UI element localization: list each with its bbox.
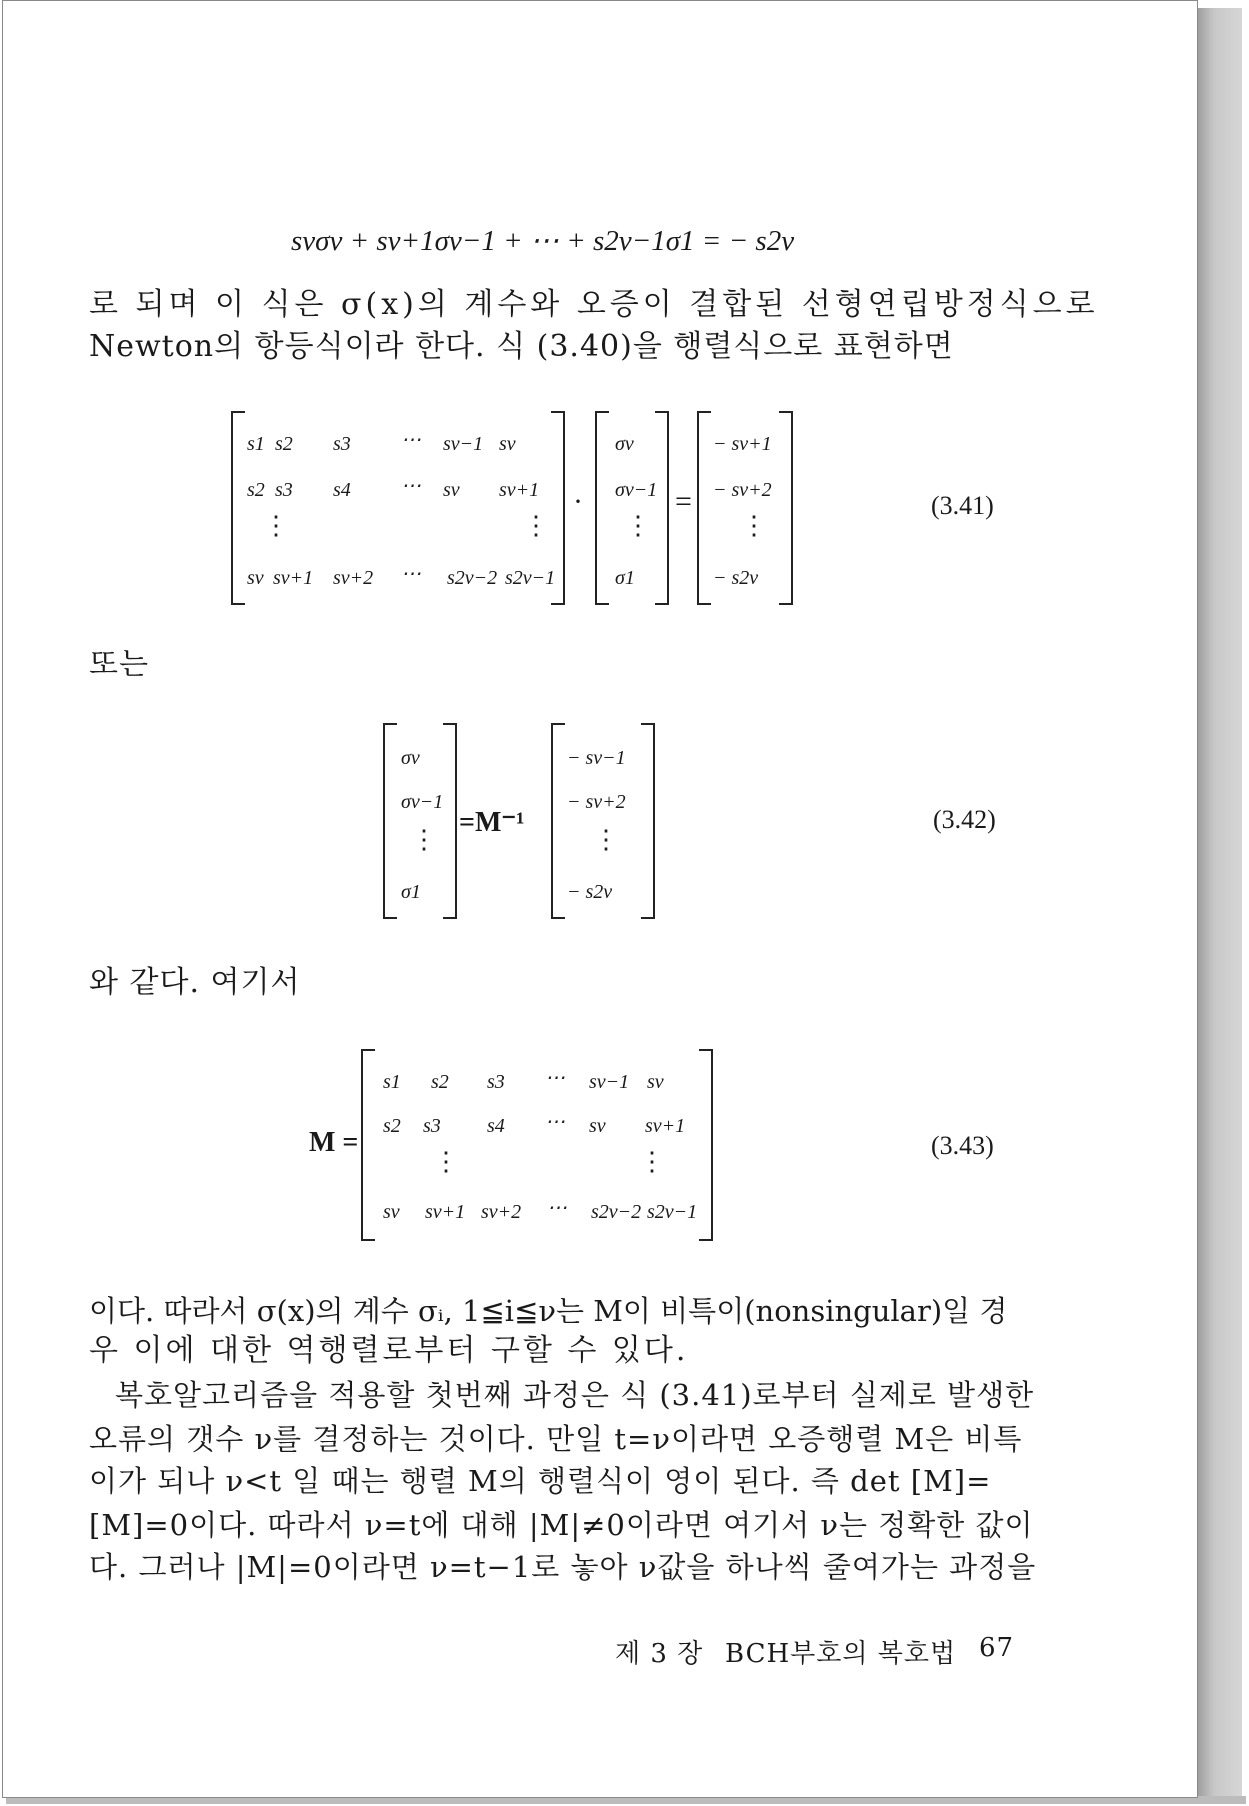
m341-r2c5: sν: [443, 479, 460, 501]
equation-340: sνσν + sν+1σν−1 + ⋯ + s2ν−1σ1 = − s2ν: [291, 225, 795, 257]
m343-r1c3: s3: [487, 1071, 505, 1093]
rhs-v2: − sν+2: [713, 479, 772, 501]
rhs-v3: ⋮: [741, 511, 767, 540]
m343-r3c6: ⋮: [639, 1147, 665, 1176]
rhs342-v3: ⋮: [593, 825, 619, 854]
equation-number-343: (3.43): [931, 1131, 994, 1160]
equation-number-341: (3.41): [931, 491, 994, 520]
paragraph-3-line-4: [M]=0이다. 따라서 ν=t에 대해 |M|≠0이라면 여기서 ν는 정확한 값이: [89, 1508, 1034, 1542]
rhs342-v2: − sν+2: [567, 791, 626, 813]
m343-r2c2: s3: [423, 1115, 441, 1137]
m341-r4c1: sν: [247, 567, 264, 589]
m341-r4c2: sν+1: [273, 567, 314, 589]
m343-r1c6: sν: [647, 1071, 664, 1093]
sigma-v1: σν: [615, 433, 634, 455]
m341-r4c4: ⋯: [401, 563, 421, 585]
equation-number-342: (3.42): [933, 805, 996, 834]
m341-r1c3: s3: [333, 433, 351, 455]
syndrome-matrix: [231, 411, 565, 605]
m343-r3c1: ⋮: [433, 1147, 459, 1176]
paragraph-3-line-1: 복호알고리즘을 적용할 첫번째 과정은 식 (3.41)로부터 실제로 발생한: [115, 1378, 1035, 1412]
m343-r4c4: ⋯: [547, 1197, 567, 1219]
m343-r2c5: sν: [589, 1115, 606, 1137]
paragraph-2-line-1: 이다. 따라서 σ(x)의 계수 σᵢ, 1≦i≦ν는 M이 비특이(nonsingular)일 경: [89, 1294, 1008, 1328]
m343-r1c1: s1: [383, 1071, 401, 1093]
m343-r4c2: sν+1: [425, 1201, 466, 1223]
sigma-v2: σν−1: [615, 479, 658, 501]
m341-r1c4: ⋯: [401, 429, 421, 451]
m341-r4c3: sν+2: [333, 567, 374, 589]
paragraph-3-line-2: 오류의 갯수 ν를 결정하는 것이다. 만일 t=ν이라면 오증행렬 M은 비특: [89, 1422, 1023, 1456]
sigma-vector-342: [383, 723, 457, 919]
m341-r1c1: s1: [247, 433, 265, 455]
rhs-v4: − s2ν: [713, 567, 759, 589]
m343-r4c1: sν: [383, 1201, 400, 1223]
as-follows-text: 와 같다. 여기서: [89, 965, 301, 1000]
m341-r4c5: s2ν−2: [447, 567, 498, 589]
rhs-vector-342: [551, 723, 655, 919]
m343-r1c2: s2: [431, 1071, 449, 1093]
m341-r4c6: s2ν−1: [505, 567, 556, 589]
m-equals: M =: [309, 1127, 359, 1158]
footer-page-number: 67: [979, 1633, 1015, 1663]
paragraph-3-line-5: 다. 그러나 |M|=0이라면 ν=t−1로 놓아 ν값을 하나씩 줄여가는 과정을: [89, 1550, 1037, 1584]
m341-r3c1: ⋮: [263, 511, 289, 540]
book-page: [2, 0, 1198, 1798]
rhs342-v1: − sν−1: [567, 747, 626, 769]
rhs-v1: − sν+1: [713, 433, 772, 455]
footer-title: BCH부호의 복호법: [725, 1639, 957, 1669]
m-matrix-343: [361, 1049, 713, 1241]
rhs-vector: [697, 411, 793, 605]
equals-sign: =: [675, 485, 692, 518]
dot-operator: ·: [573, 485, 583, 518]
m343-r4c5: s2ν−2: [591, 1201, 642, 1223]
m341-r1c5: sν−1: [443, 433, 484, 455]
sigma342-v4: σ1: [401, 881, 421, 903]
paragraph-3-line-3: 이가 되나 ν<t 일 때는 행렬 M의 행렬식이 영이 된다. 즉 det [M]=: [89, 1464, 992, 1498]
or-text: 또는: [89, 647, 149, 682]
equals-m-inverse: =M⁻¹: [459, 807, 525, 838]
paragraph-2-line-2: 우 이에 대한 역행렬로부터 구할 수 있다.: [89, 1333, 689, 1368]
m341-r3c6: ⋮: [523, 511, 549, 540]
m341-r2c1: s2: [247, 479, 265, 501]
m341-r2c4: ⋯: [401, 475, 421, 497]
m343-r1c4: ⋯: [545, 1067, 565, 1089]
footer-chapter: 제 3 장: [615, 1639, 704, 1669]
paragraph-1-line-2: Newton의 항등식이라 한다. 식 (3.40)을 행렬식으로 표현하면: [89, 329, 954, 364]
paragraph-1-line-1: 로 되며 이 식은 σ(x)의 계수와 오증이 결합된 선형연립방정식으로: [89, 287, 1099, 322]
m341-r2c6: sν+1: [499, 479, 540, 501]
sigma342-v1: σν: [401, 747, 420, 769]
sigma-v3: ⋮: [625, 511, 651, 540]
m341-r2c2: s3: [275, 479, 293, 501]
m341-r2c3: s4: [333, 479, 351, 501]
sigma342-v2: σν−1: [401, 791, 444, 813]
m343-r4c6: s2ν−1: [647, 1201, 698, 1223]
m343-r2c4: ⋯: [545, 1111, 565, 1133]
m343-r2c3: s4: [487, 1115, 505, 1137]
sigma-vector: [595, 411, 669, 605]
m343-r4c3: sν+2: [481, 1201, 522, 1223]
m343-r2c6: sν+1: [645, 1115, 686, 1137]
m343-r1c5: sν−1: [589, 1071, 630, 1093]
m341-r1c6: sν: [499, 433, 516, 455]
m341-r1c2: s2: [275, 433, 293, 455]
sigma342-v3: ⋮: [411, 825, 437, 854]
page-edge-shadow: [1196, 8, 1242, 1798]
m343-r2c1: s2: [383, 1115, 401, 1137]
rhs342-v4: − s2ν: [567, 881, 613, 903]
sigma-v4: σ1: [615, 567, 635, 589]
